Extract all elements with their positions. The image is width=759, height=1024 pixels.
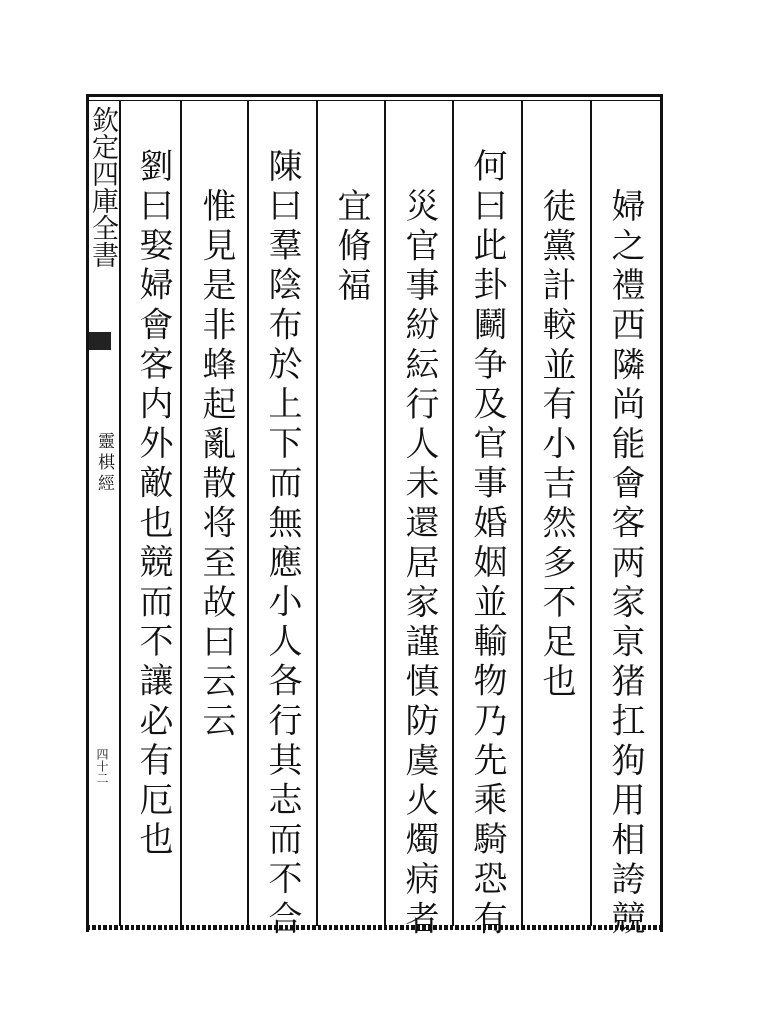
- column-divider: [521, 100, 523, 926]
- text-column-7: 惟見是非蜂起亂散将至故曰云云: [196, 188, 236, 743]
- column-divider: [590, 100, 592, 926]
- bottom-border: [87, 925, 661, 930]
- column-divider: [247, 100, 249, 926]
- text-column-3: 何曰此卦鬬争及官事婚姻並輸物乃先乘騎恐有: [467, 148, 507, 940]
- column-divider: [452, 100, 454, 926]
- column-divider: [180, 100, 182, 926]
- column-divider: [384, 100, 386, 926]
- top-border: [87, 94, 662, 97]
- text-column-8: 劉曰娶婦會客内外敵也競而不讓必有厄也: [133, 148, 173, 861]
- text-column-2: 徒黨計較並有小吉然多不足也: [536, 188, 576, 703]
- fishtail-mark: [89, 332, 111, 350]
- margin-book-title: 靈棋經: [94, 432, 114, 495]
- column-divider: [316, 100, 318, 926]
- text-column-6: 陳曰羣陰布於上下而無應小人各行其志而不合: [262, 148, 302, 940]
- margin-column-divider: [119, 100, 121, 926]
- text-column-1: 婦之禮西隣尚能會客两家亰猪扛狗用相誇競: [605, 188, 645, 941]
- margin-page-number: 四十二: [95, 748, 109, 784]
- text-column-5: 宜脩福: [331, 188, 371, 307]
- right-border: [660, 94, 663, 932]
- top-border-thin: [87, 100, 662, 101]
- text-column-4: 災官事紛紜行人未還居家謹慎防虞火燭病者: [399, 188, 439, 941]
- margin-collection-title: 欽定四庫全書: [87, 106, 118, 268]
